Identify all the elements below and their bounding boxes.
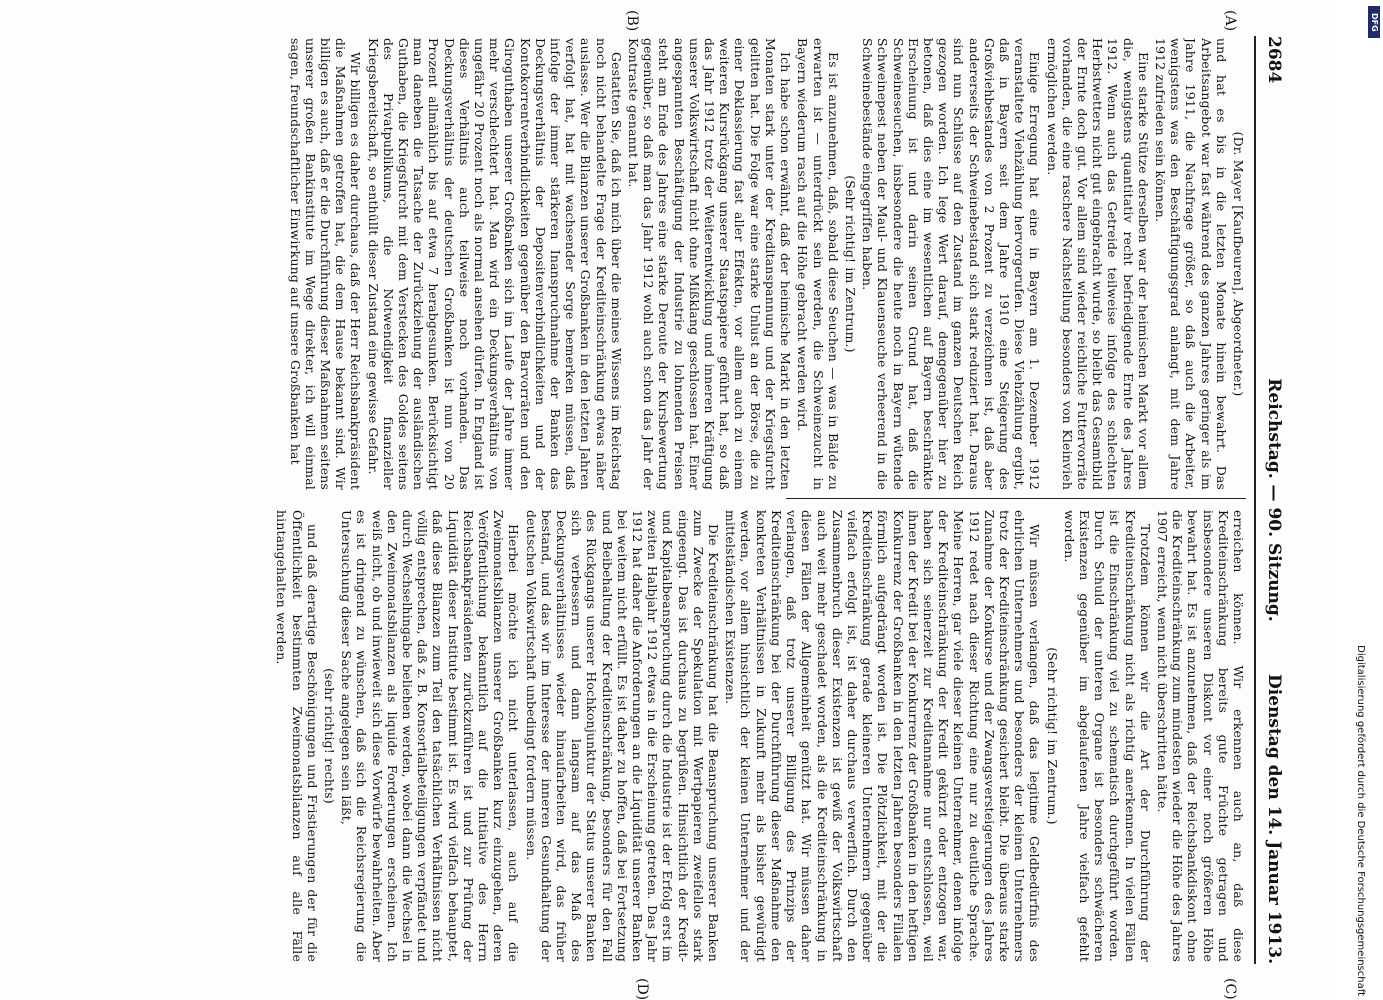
paragraph: Ich habe schon erwähnt, daß der heimische Markt in den letzten Monaten stark unter der Kreditanspannung und der Kriegsfurcht gelitten hat. Die Folge war eine starke Unlust an der Börse, die zu einer Deklassierung fast aller Effekten, vor allem auch zu einem weiteren Kursrückgang unserer Staatspapiere geführt hat, so daß das Jahr 1912 trotz der Weiterentwicklung und inneren Kräftigung unserer Volkswirtschaft nicht ohne Mißklang geschlossen hat. Einer angespannten Beschäftigung der Industrie zu lohnenden Preisen steht am Ende des Jahres eine starke Deroute der Kursbewertung gegenüber, so daß man das Jahr 1912 wohl auch schon das Jahr der Kontraste genannt hat. [626,38,794,490]
paragraph: und daß derartige Beschönigungen und Fristierungen der für die Öffentlichkeit bestimmten Zweimonatsbilanzen auf alle Fälle hintangehalten werden. [274,510,320,962]
dfg-logo: DFG [1368,6,1380,38]
paragraph: Wir billigen es daher durchaus, daß der Herr Reichsbankpräsident die Maßnahmen getroffen hat, die dem Hause bekannt sind. Wir billigen es auch, daß er die Durchführung dieser Maßnahmen seitens unserer großen Bankinstitute im Wege direkter, ich will einmal sagen, freundschaftlicher Einwirkung auf unsere Großbanken hat [287,38,364,490]
paragraph: Gestatten Sie, daß ich mich über die meines Wissens im Reichstag noch nicht behandelte Frage der Krediteinschränkung etwas näher auslasse. Wer die Bilanzen unserer Großbanken in den letzten Jahren verfolgt hat, hat mit wachsender Sorge bemerken müssen, daß infolge der immer stärkeren Inanspruchnahme der Banken das Deckungsverhältnis der Depositenverbindlichkeiten und der Kontokorrentverbindlichkeiten gegenüber den Barvorräten und den Giroguthaben unserer Großbanken sich im Laufe der Jahre immer mehr verschlechtert hat. Man wird ein Deckungsverhältnis von ungefähr 20 Prozent noch als normal ansehen dürfen. In England ist dieses Verhältnis auch teilweise noch vorhanden. Das Deckungsverhältnis der deutschen Großbanken ist nun von 20 Prozent allmählich bis auf etwa 7 herabgesunken. Berücksichtigt man daneben die Tatsache der Zurückziehung der ausländischen Guthaben, die Kriegsfurcht mit dem Verstecken des Goldes seitens des Privatpublikums, die Notwendigkeit finanzieller Kriegsbereitschaft, so enthüllt dieser Zustand eine gewisse Gefahr. [365,38,624,490]
header-rule [1254,36,1256,964]
paragraph: Wir müssen verlangen, daß das legitime Geldbedürfnis des ehrlichen Unternehmers und besonders der kleinen Unternehmers trotz der Krediteinschränkung gesichert bleibt. Die überaus starke Zunahme der Konkurse und der Zwangsversteigerungen des Jahres 1912 redet nach dieser Richtung eine nur zu deutliche Sprache. Meine Herren, gar viele dieser kleinen Unternehmer, denen infolge der Krediteinschränkung der Kredit gekürzt oder entzogen war, haben sich seinerzeit zur Kreditannahme nur entschlossen, weil ihnen der Kredit bei der Konkurrenz der Großbanken in den heftigen Konkurrenz der Großbanken in den letzten Jahren besonders Filialen förmlich aufgedrängt worden ist. Die Plötzlichkeit, mit der die Krediteinschränkung gerade kleineren Unternehmern gegenüber vielfach erfolgt ist, ist daher durchaus verwerflich. Durch den Zusammenbruch dieser Existenzen ist gewiß der Volkswirtschaft auch weit mehr geschadet worden, als die Krediteinschränkung in diesen Fällen der Allgemeinheit genützt hat. Wir müssen daher verlangen, daß trotz unserer Billigung des Prinzips der Krediteinschränkung bei der Durchführung dieser Maßnahme den konkreten Verhältnissen in Zukunft mehr als bisher gewürdigt werden, vor allem hinsichtlich der kleinen Unternehmer und der mittelständischen Existenzen. [723,510,1043,962]
paragraph: Eine starke Stütze derselben war der heimischen Markt vor allem die, wenigstens quantitativ recht befriedigende Ernte des Jahres 1912. Wenn auch das Getreide teilweise infolge des schlechten Herbstwetters nicht gut eingebracht wurde, so bleibt das Gesamtbild der Ernte doch gut. Vor allem sind wieder reichliche Futtervorräte vorhanden, die eine raschere Nachstellung besonders von Kleinvieh ermöglichen werden. [1044,38,1151,490]
margin-mark-d: (D) [634,978,650,1000]
session-date: Dienstag den 14. Januar 1913. [1264,674,1284,964]
session-title: Reichstag. — 90. Sitzung. [1264,378,1284,622]
page-header [1258,36,1284,964]
applause-note: (sehr richtig! rechts) [322,668,338,804]
paragraph: Es ist anzunehmen, daß, sobald diese Seuchen — was in Bälde zu erwarten ist — unterdrückt sein werden, die Schweinezucht in Bayern wiederum rasch auf die Höhe gebracht werden wird. [795,38,841,490]
paragraph: erreichen können. Wir erkennen auch an, daß diese Krediteinschränkung bereits gute Früchte getragen und insbesondere unseren Diskont vor einer noch größeren Höhe bewahrt hat. Es ist anzunehmen, daß der Reichsbankdiskont ohne die Krediteinschränkung zum mindesten wieder die Höhe des Jahres 1907 erreicht, wenn nicht überschritten hätte. [1154,510,1246,962]
column-divider [786,498,1246,499]
paragraph: Hierbei möchte ich nicht unterlassen, auch auf die Zweimonatsbilanzen unserer Großbanken kurz einzugehen, deren Veröffentlichung bekanntlich auf die Initiative des Herrn Reichsbankpräsidenten zurückzuführen ist und zur Prüfung der Liquidität dieser Institute bestimmt ist. Es wird vielfach behauptet, daß diese Bilanzen zum Teil den tatsächlichen Verhältnissen nicht völlig entsprechen, daß z. B. Konsortialbeteiligungen verpfändet und durch Wechselhingabe beliehen werden, wobei dann die Wechsel in den Zweimonatsbilanzen als liquide Forderungen erscheinen. Ich weiß nicht, ob und inwieweit sich diese Vorwürfe bewahrheiten. Aber es ist dringend zu wünschen, daß sich die Reichsregierung die Untersuchung dieser Sache angelegen sein läßt, [339,510,522,962]
paragraph: und hat es bis in die letzten Monate hinein bewahrt. Das Arbeitsangebot war fast während des ganzen Jahres geringer als im Jahre 1911, die Nachfrage größer, so daß auch die Arbeiter, wenigstens was den Beschäftigungsgrad anlangt, mit dem Jahre 1912 zufrieden sein können. [1152,38,1229,490]
digitization-credit: Digitalisierung gefördert durch die Deutsche Forschungsgemeinschaft [1355,645,1366,996]
paragraph: Trotzdem können wir die Art der Durchführung der Krediteinschränkung nicht als richtig anerkennen. In vielen Fällen ist die Einschränkung viel zu schematisch durchgeführt worden. Durch Schuld der unteren Organe ist besonders schwächeren Existenzen gegenüber im abgelaufenen Jahre vielfach gefehlt worden. [1061,510,1153,962]
margin-mark-a: (A) [1222,10,1238,32]
right-column [56,510,1246,962]
margin-mark-b: (B) [624,10,640,32]
paragraph: Die Krediteinschränkung hat die Beanspruchung unserer Banken zum Zwecke der Spekulation mit Wertpapieren zweifellos stark eingeengt. Das ist durchaus zu begrüßen. Hinsichtlich der Kredit- und Kapitalbeanspruchung durch die Industrie ist der Erfolg erst im zweiten Halbjahr 1912 etwas in die Erscheinung getreten. Das Jahr 1912 hat daher die Anforderungen an die Liquidität unserer Banken bei weitem nicht erfüllt. Es ist daher zu hoffen, daß bei Fortsetzung und Beibehaltung der Krediteinschränkung, besonders für den Fall des Rückgangs unserer Hochkonjunktur der Status unserer Banken sich verbessern und dann langsam auf das Maß des Deckungsverhältnisses wieder hinaufarbeiten wird, das früher bestand, und das wir im Interesse der inneren Gesundhaltung der deutschen Volkswirtschaft unbedingt fordern müssen. [523,510,722,962]
paragraph: Einige Erregung hat eine in Bayern am 1. Dezember 1912 veranstaltete Viehzählung hervorgerufen. Diese Viehzählung ergibt, daß in Bayern seit dem Jahre 1910 eine Steigerung des Großviehbestandes von 2 Prozent zu verzeichnen ist, daß aber andererseits der Schweinebestand sich stark reduziert hat. Daraus sind nun Schlüsse auf den Zustand im ganzen Deutschen Reich gezogen worden. Ich lege Wert darauf, demgegenüber hier zu betonen, daß dies eine im wesentlichen auf Bayern beschränkte Erscheinung ist und darin seinen Grund hat, daß die Schweineseuchen, insbesondere die heute noch in Bayern wütende Schweinepest neben der Maul- und Klauenseuche verheerend in die Schweinebestände eingegriffen haben. [860,38,1043,490]
page-number: 2684 [1264,36,1284,84]
applause-note: (Sehr richtig! im Zentrum.) [1044,647,1060,825]
speaker-line: (Dr. Mayer [Kaufbeuren], Abgeordneter.) [1231,131,1246,397]
applause-note: (Sehr richtig! im Zentrum.) [842,175,858,353]
margin-mark-c: (C) [1222,978,1238,1000]
left-column [56,38,1246,490]
